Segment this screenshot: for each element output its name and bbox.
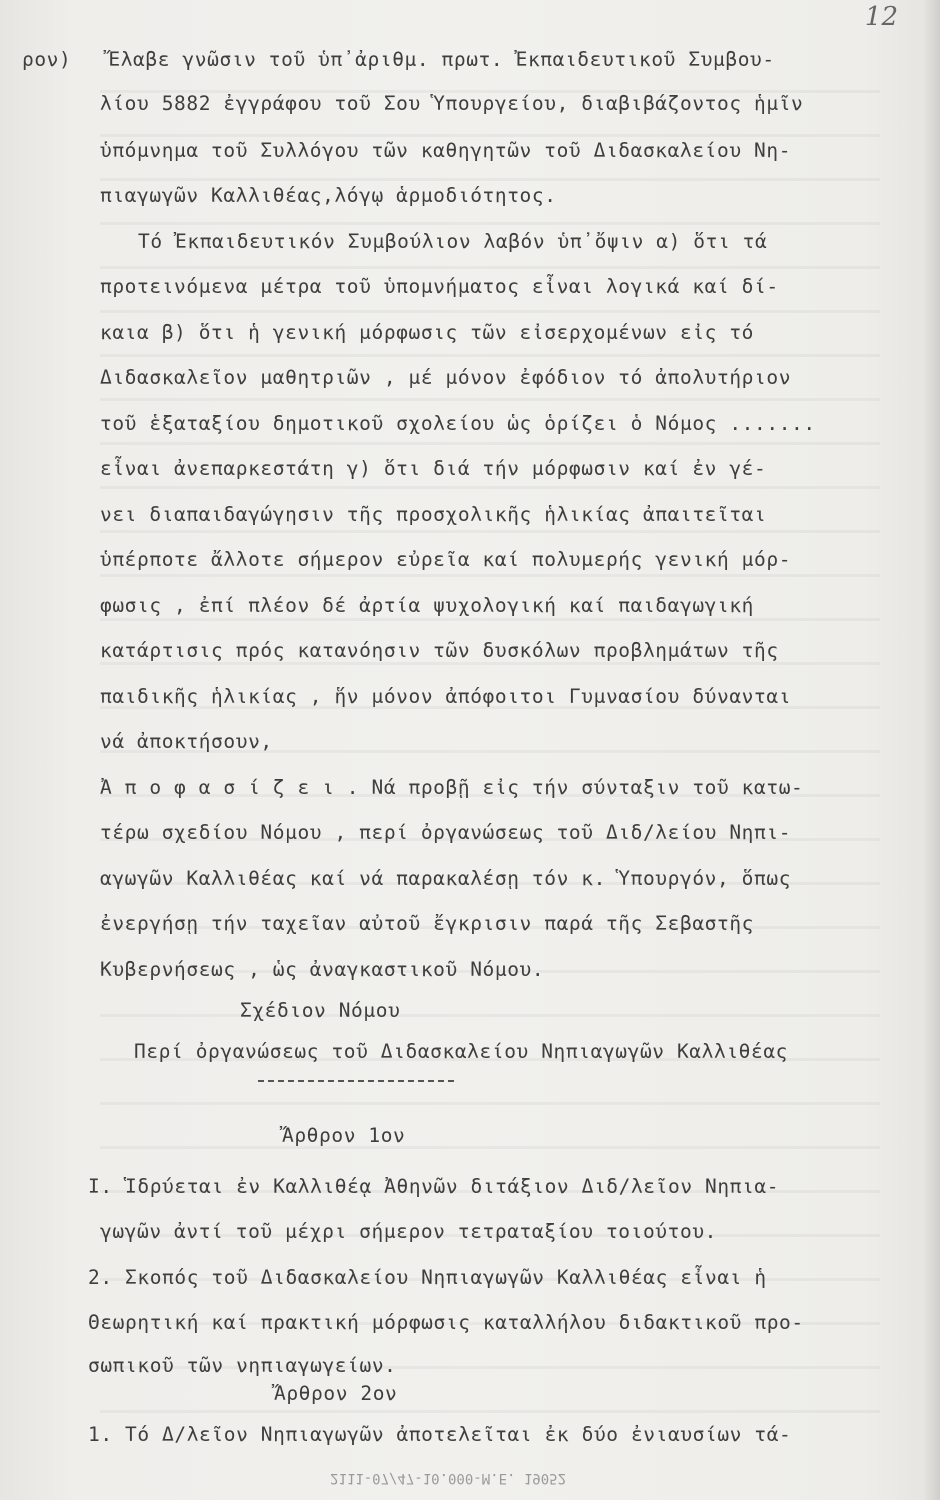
- text-line: Τό Ἐκπαιδευτικόν Συμβούλιον λαβόν ὑπ᾽ὄψιν α) ὅτι τά: [138, 230, 768, 253]
- text-line: 2. Σκοπός τοῦ Διδασκαλείου Νηπιαγωγῶν Καλλιθέας εἶναι ἡ: [88, 1266, 767, 1289]
- text-line: 1. Τό Δ/λεῖον Νηπιαγωγῶν ἀποτελεῖται ἐκ δύο ἐνιαυσίων τά-: [88, 1423, 792, 1446]
- draft-law-title: Σχέδιον Νόμου: [240, 999, 401, 1022]
- article-2-heading: Ἄρθρον 2ον: [274, 1382, 398, 1405]
- text-line: νά ἀποκτήσουν,: [100, 730, 273, 753]
- text-line: καια β) ὅτι ἡ γενική μόρφωσις τῶν εἰσερχομένων εἰς τό: [100, 321, 755, 344]
- text-line: λίου 5882 ἐγγράφου τοῦ Σου Ὑπουργείου, διαβιβάζοντος ἡμῖν: [100, 92, 804, 115]
- text-line: Ἀ π ο φ α σ ί ζ ε ι . Νά προβῇ εἰς τήν σύνταξιν τοῦ κατω-: [100, 776, 804, 799]
- page-number: 12: [864, 2, 898, 32]
- text-line: ἐνεργήσῃ τήν ταχεῖαν αὐτοῦ ἔγκρισιν παρά τῆς Σεβαστῆς: [100, 912, 755, 935]
- article-1-heading: Ἄρθρον 1ον: [282, 1124, 406, 1147]
- text-line: ὑπέρποτε ἄλλοτε σήμερον εὐρεῖα καί πολυμερής γενική μόρ-: [100, 548, 792, 571]
- text-line: πιαγωγῶν Καλλιθέας,λόγῳ ἁρμοδιότητος.: [100, 184, 557, 207]
- text-line: Ι. Ἱδρύεται ἐν Καλλιθέᾳ Ἀθηνῶν διτάξιον Διδ/λεῖον Νηπια-: [88, 1175, 780, 1198]
- page-edge-shadow: [922, 0, 940, 1500]
- text-line: ὑπόμνημα τοῦ Συλλόγου τῶν καθηγητῶν τοῦ Διδασκαλείου Νη-: [100, 139, 792, 162]
- text-line: τοῦ ἑξαταξίου δημοτικοῦ σχολείου ὡς ὁρίζει ὁ Νόμος .......: [100, 412, 816, 435]
- text-line: κατάρτισις πρός κατανόησιν τῶν δυσκόλων προβλημάτων τῆς: [100, 639, 779, 662]
- text-line: τέρω σχεδίου Νόμου , περί ὀργανώσεως τοῦ Διδ/λείου Νηπι-: [100, 821, 792, 844]
- text-line: νει διαπαιδαγώγησιν τῆς προσχολικῆς ἡλικίας ἀπαιτεῖται: [100, 503, 767, 526]
- text-line: σωπικοῦ τῶν νηπιαγωγείων.: [88, 1354, 397, 1377]
- text-line: Κυβερνήσεως , ὡς ἀναγκαστικοῦ Νόμου.: [100, 958, 545, 981]
- text-line: Θεωρητική καί πρακτική μόρφωσις καταλλήλου διδακτικοῦ προ-: [88, 1311, 804, 1334]
- text-line: Διδασκαλεῖον μαθητριῶν , μέ μόνον ἐφόδιον τό ἀπολυτήριον: [100, 366, 792, 389]
- text-line: ρον) Ἔλαβε γνῶσιν τοῦ ὑπ᾽ἀριθμ. πρωτ. Ἐκπαιδευτικοῦ Συμβου-: [22, 48, 775, 71]
- text-line: προτεινόμενα μέτρα τοῦ ὑπομνήματος εἶναι λογικά καί δί-: [100, 275, 779, 298]
- section-divider: [258, 1080, 454, 1082]
- text-line: γωγῶν ἀντί τοῦ μέχρι σήμερον τετραταξίου τοιούτου.: [100, 1220, 717, 1243]
- text-line: παιδικῆς ἡλικίας , ἥν μόνον ἀπόφοιτοι Γυμνασίου δύνανται: [100, 685, 792, 708]
- text-line: φωσις , ἐπί πλέον δέ ἀρτία ψυχολογική καί παιδαγωγική: [100, 594, 755, 617]
- draft-law-subtitle: Περί ὀργανώσεως τοῦ Διδασκαλείου Νηπιαγωγῶν Καλλιθέας: [134, 1040, 789, 1063]
- text-line: αγωγῶν Καλλιθέας καί νά παρακαλέσῃ τόν κ. Ὑπουργόν, ὅπως: [100, 867, 792, 890]
- text-line: εἶναι ἀνεπαρκεστάτη γ) ὅτι διά τήν μόρφωσιν καί ἐν γέ-: [100, 457, 767, 480]
- printer-footer: 2111-07/47-10.000-Μ.Ε. 19052: [330, 1470, 567, 1486]
